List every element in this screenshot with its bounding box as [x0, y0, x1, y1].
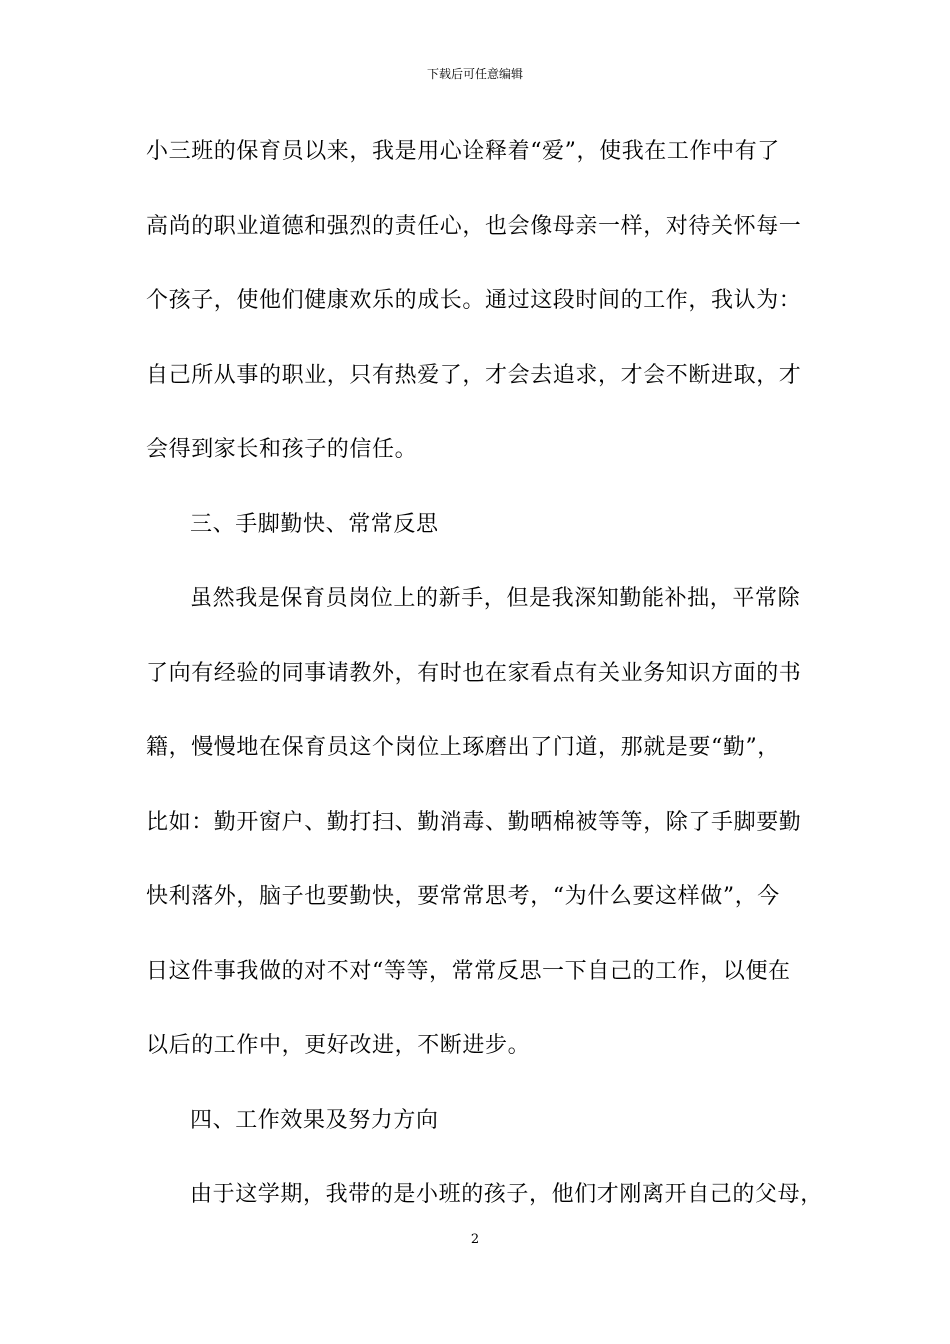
text-line: 小三班的保育员以来，我是用心诠释着“爱”，使我在工作中有了 [146, 139, 780, 164]
page-number: 2 [470, 1232, 480, 1247]
section-heading: 三、手脚勤快、常常反思 [190, 511, 439, 537]
text-line: 比如：勤开窗户、勤打扫、勤消毒、勤晒棉被等等，除了手脚要勤 [146, 809, 802, 835]
text-line: 高尚的职业道德和强烈的责任心，也会像母亲一样，对待关怀每一 [146, 213, 802, 239]
text-line: 籍，慢慢地在保育员这个岗位上琢磨出了门道，那就是要“勤”， [146, 735, 780, 760]
text-line: 了向有经验的同事请教外，有时也在家看点有关业务知识方面的书 [146, 660, 802, 686]
page-header: 下载后可任意编辑 [426, 67, 523, 81]
document-body [146, 128, 823, 1246]
text-line: 自己所从事的职业，只有热爱了，才会去追求，才会不断进取，才 [146, 362, 802, 388]
text-line: 以后的工作中，更好改进，不断进步。 [146, 1033, 531, 1058]
text-line: 个孩子，使他们健康欢乐的成长。通过这段时间的工作，我认为： [146, 288, 802, 313]
section-heading: 四、工作效果及努力方向 [190, 1107, 439, 1133]
text-line: 会得到家长和孩子的信任。 [146, 437, 418, 462]
text-line: 快利落外，脑子也要勤快，要常常思考，“为什么要这样做”，今 [146, 884, 780, 909]
paragraph-start: 由于这学期，我带的是小班的孩子，他们才刚离开自己的父母， [190, 1182, 823, 1207]
text-line: 日这件事我做的对不对“等等，常常反思一下自己的工作，以便在 [146, 958, 791, 984]
paragraph-start: 虽然我是保育员岗位上的新手，但是我深知勤能补拙，平常除 [190, 586, 801, 611]
